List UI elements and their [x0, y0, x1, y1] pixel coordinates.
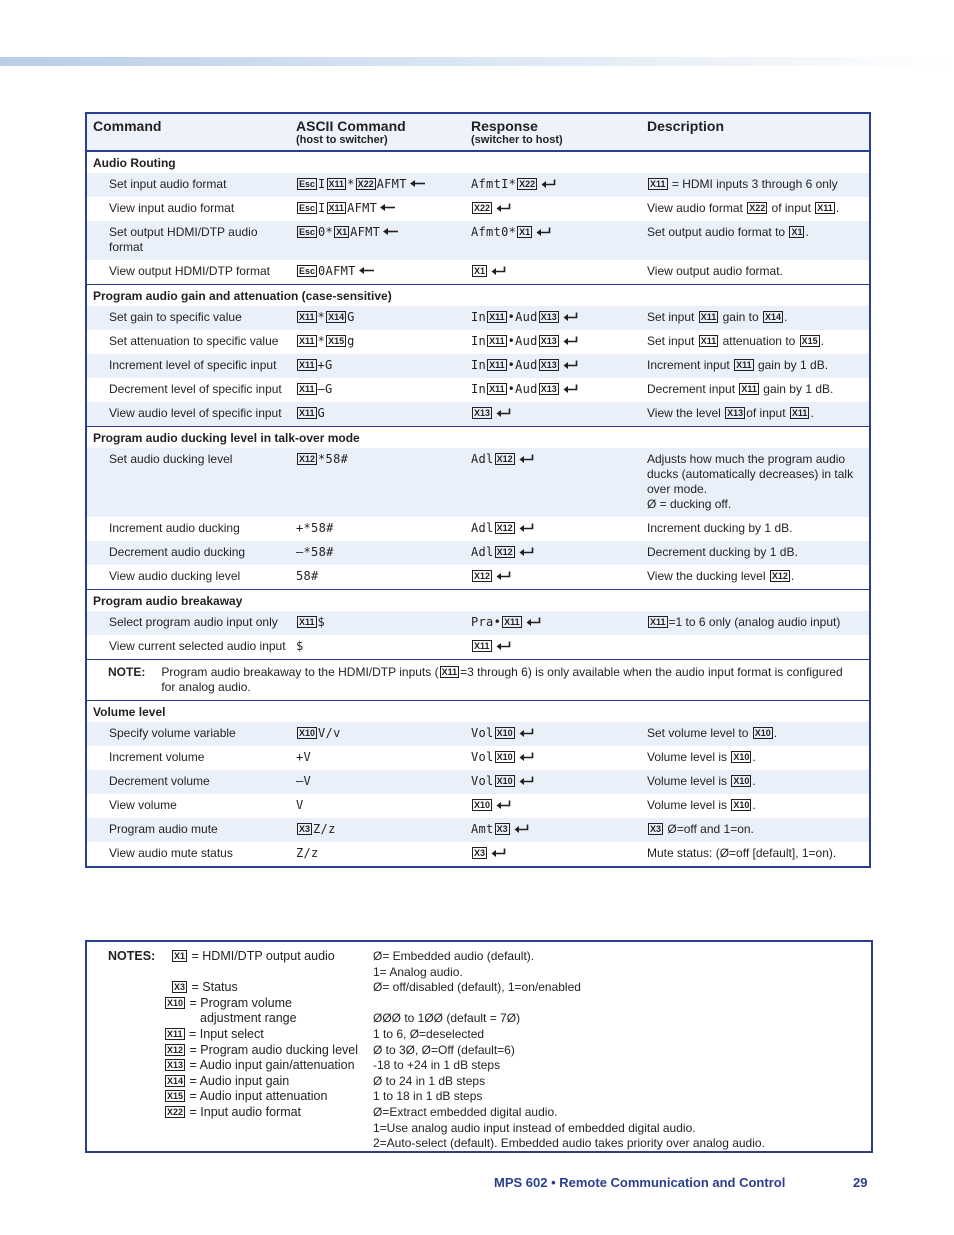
enter-icon	[519, 776, 534, 785]
enter-icon	[563, 336, 578, 345]
table-row: Increment volume +V Vol X10 Volume level is X10 .	[109, 750, 756, 764]
section-gain: Program audio gain and attenuation (case-sensitive)	[86, 285, 870, 307]
table-row: Decrement audio ducking –*58# Adl X12 Decrement ducking by 1 dB.	[86, 541, 870, 565]
enter-icon	[526, 617, 541, 626]
enter-icon	[496, 571, 511, 580]
table-header	[86, 113, 870, 151]
left-arrow-icon	[380, 203, 395, 212]
enter-icon	[514, 824, 529, 833]
left-arrow-icon	[359, 266, 374, 275]
table-row: Set audio ducking level X12 *58# Adl X12 Adjusts how much the program audio ducks (automatically decreases) in talk over mode. Ø = ducking off.	[86, 448, 870, 517]
enter-icon	[519, 728, 534, 737]
enter-icon	[536, 227, 551, 236]
top-gradient-bar	[0, 57, 954, 66]
header-response: Response	[471, 118, 538, 134]
section-volume: Volume level	[86, 701, 870, 723]
table-row: Increment level of specific input X11 +G In X11 •Aud X13 Increment input X11 gain by 1 dB.	[86, 354, 870, 378]
section-audio-routing: Audio Routing	[93, 156, 176, 170]
table-row: View current selected audio input $ X11	[86, 635, 870, 660]
enter-icon	[519, 523, 534, 532]
notes-label: NOTES:	[108, 949, 156, 963]
section-breakaway: Program audio breakaway	[86, 590, 870, 612]
breakaway-note: NOTE: Program audio breakaway to the HDMI/DTP inputs ( X11 =3 through 6) is only available when the audio input format is configured for analog audio.	[86, 660, 870, 701]
note-label: NOTE:	[108, 665, 146, 679]
table-row: View input audio format Esc I X11 AFMT X22 View audio format X22 of input X11 .	[109, 201, 840, 215]
notes-box	[85, 940, 873, 1153]
enter-icon	[563, 360, 578, 369]
table-row: Decrement volume –V Vol X10 Volume level is X10 .	[86, 770, 870, 794]
enter-icon	[496, 408, 511, 417]
esc-key-box: Esc	[299, 179, 316, 189]
header-ascii: ASCII Command	[296, 118, 406, 134]
enter-icon	[491, 266, 506, 275]
table-row: Set input audio format Esc I X11 * X22 AFMT AfmtI* X22 X11 = HDMI inputs 3 through 6 only	[86, 173, 870, 197]
table-row: Select program audio input only X11 $ Pra• X11 X11 =1 to 6 only (analog audio input)	[86, 611, 870, 635]
notes-variable-list: X1 = HDMI/DTP output audio X3 = Status	[174, 949, 335, 995]
table-row: View audio level of specific input X11 G X13 View the level X13 of input X11 .	[86, 402, 870, 427]
table-row: Set gain to specific value X11 * X14 G In X11 •Aud X13 Set input X11 gain to X14 .	[86, 306, 870, 330]
enter-icon	[541, 179, 556, 188]
notes-variable-list-2: X10 = Program volume adjustment range X11 = Input select X12 = Program audio ducking level X13 = Audio input gain/attenuation X14 = Audio input gain X15 = Audio input attenuation X22 = Input audio format	[167, 995, 358, 1119]
enter-icon	[519, 454, 534, 463]
header-command: Command	[93, 118, 162, 134]
enter-icon	[563, 384, 578, 393]
enter-icon	[519, 752, 534, 761]
enter-icon	[496, 800, 511, 809]
table-row: Set attenuation to specific value X11 * X15 g In X11 •Aud X13 Set input X11 attenuation to X15 .	[109, 334, 825, 348]
page-number: 29	[853, 1175, 868, 1190]
enter-icon	[563, 312, 578, 321]
header-response-sub: (switcher to host)	[471, 134, 563, 146]
table-row: Set output HDMI/DTP audio format Esc 0* X1 AFMT Afmt0* X1 Set output audio format to X1 .	[86, 221, 870, 260]
table-row: Increment audio ducking +*58# Adl X12 Increment ducking by 1 dB.	[109, 521, 793, 535]
enter-icon	[491, 848, 506, 857]
header-description: Description	[647, 118, 725, 134]
table-row: View audio ducking level 58# X12 View the ducking level X12 .	[109, 569, 795, 583]
enter-icon	[496, 641, 511, 650]
left-arrow-icon	[383, 227, 398, 236]
command-table	[85, 112, 871, 868]
left-arrow-icon	[410, 179, 425, 188]
table-row: Program audio mute X3 Z/z Amt X3 X3 Ø=off and 1=on.	[86, 818, 870, 842]
table-row: Decrement level of specific input X11 –G In X11 •Aud X13 Decrement input X11 gain by 1 dB.	[109, 382, 834, 396]
enter-icon	[519, 547, 534, 556]
table-row: View volume V X10 Volume level is X10 .	[109, 798, 756, 812]
footer-title: MPS 602 • Remote Communication and Control	[494, 1175, 786, 1190]
header-ascii-sub: (host to switcher)	[296, 134, 388, 146]
table-row: View output HDMI/DTP format Esc 0AFMT X1 View output audio format.	[109, 264, 783, 278]
section-ducking: Program audio ducking level in talk-over mode	[86, 427, 870, 449]
enter-icon	[496, 203, 511, 212]
table-row: Specify volume variable X10 V/v Vol X10 Set volume level to X10 .	[86, 722, 870, 746]
table-row: View audio mute status Z/z X3 Mute status: (Ø=off [default], 1=on).	[109, 846, 837, 860]
notes-values-list: Ø= Embedded audio (default). 1= Analog audio. Ø= off/disabled (default), 1=on/enabled ØØØ to 1ØØ (default = 7Ø) 1 to 6, Ø=deselected Ø to 3Ø, Ø=Off (default=6) -18 to +24 in 1 dB steps Ø to 24 in 1 dB steps 1 to 18 in 1 dB steps Ø=Extract embedded digital audio. 1=Use analog audio input instead of embedded digital audio. 2=Auto-select (default). Embedded audio takes priority over analog audio.	[373, 949, 765, 1151]
